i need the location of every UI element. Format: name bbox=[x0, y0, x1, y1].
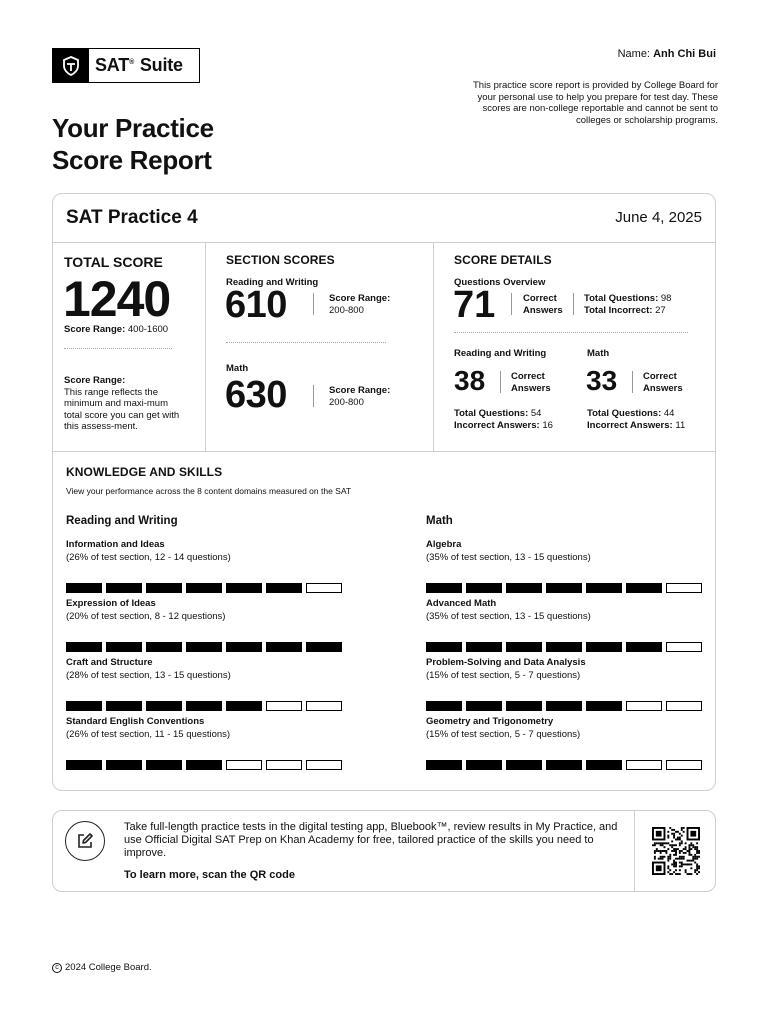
skill-name: Advanced Math bbox=[426, 598, 497, 609]
student-name: Name: Anh Chi Bui bbox=[617, 48, 716, 60]
skill-weight: (15% of test section, 5 - 7 questions) bbox=[426, 729, 581, 740]
knowledge-skills-subtitle: View your performance across the 8 content domains measured on the SAT bbox=[66, 486, 352, 496]
math-skills-title: Math bbox=[426, 515, 453, 527]
copyright: c 2024 College Board. bbox=[52, 962, 152, 973]
performance-segment bbox=[106, 701, 142, 711]
performance-segment bbox=[106, 760, 142, 770]
rw-skills-title: Reading and Writing bbox=[66, 515, 178, 527]
performance-segment bbox=[506, 642, 542, 652]
performance-segment bbox=[146, 642, 182, 652]
skill-performance-bar bbox=[66, 642, 342, 652]
performance-segment bbox=[466, 701, 502, 711]
performance-segment bbox=[426, 642, 462, 652]
math-section-score: 630 bbox=[225, 374, 287, 416]
score-range-note: Score Range: This range reflects the minimum and maxi-mum total score you can get with this assess-ment. bbox=[64, 375, 180, 432]
rw-correct-count: 38 bbox=[454, 365, 486, 396]
questions-overview-label: Questions Overview bbox=[454, 277, 546, 288]
skill-name: Expression of Ideas bbox=[66, 598, 156, 609]
skill-weight: (26% of test section, 11 - 15 questions) bbox=[66, 729, 231, 740]
performance-segment bbox=[586, 701, 622, 711]
report-header bbox=[53, 194, 715, 243]
skill-name: Problem-Solving and Data Analysis bbox=[426, 657, 586, 668]
score-report-card bbox=[52, 193, 716, 791]
skill-name: Craft and Structure bbox=[66, 657, 153, 668]
performance-segment bbox=[226, 583, 262, 593]
performance-segment bbox=[466, 583, 502, 593]
overview-correct-label: Correct Answers bbox=[523, 293, 563, 316]
performance-segment bbox=[666, 583, 702, 593]
performance-segment bbox=[426, 701, 462, 711]
logo-wordmark: SAT ® Suite bbox=[95, 55, 183, 75]
practice-info-text: Take full-length practice tests in the digital testing app, Bluebook™, review results in My Practice, and use Official Digital SAT Prep on Khan Academy for free, tailored practice of the skills you need to improve. bbox=[124, 821, 618, 859]
skill-item bbox=[66, 716, 346, 775]
skill-name: Standard English Conventions bbox=[66, 716, 205, 727]
performance-segment bbox=[66, 642, 102, 652]
skill-item bbox=[66, 539, 346, 598]
skill-item bbox=[66, 598, 346, 657]
page-title: Your Practice Score Report bbox=[52, 113, 214, 175]
performance-segment bbox=[306, 760, 342, 770]
skill-item bbox=[426, 657, 706, 716]
math-skills-column bbox=[426, 515, 706, 775]
performance-segment bbox=[546, 583, 582, 593]
performance-segment bbox=[626, 583, 662, 593]
performance-segment bbox=[66, 701, 102, 711]
rw-section-name: Reading and Writing bbox=[226, 277, 319, 288]
performance-segment bbox=[66, 583, 102, 593]
section-scores-label: SECTION SCORES bbox=[226, 253, 335, 267]
performance-segment bbox=[306, 642, 342, 652]
performance-segment bbox=[226, 701, 262, 711]
overview-correct-count: 71 bbox=[453, 284, 496, 326]
performance-segment bbox=[106, 583, 142, 593]
skill-item bbox=[426, 598, 706, 657]
performance-segment bbox=[266, 701, 302, 711]
performance-segment bbox=[186, 701, 222, 711]
rw-skills-column bbox=[66, 515, 346, 775]
skill-item bbox=[426, 716, 706, 775]
rw-correct-label: Correct Answers bbox=[511, 371, 551, 394]
total-score-label: TOTAL SCORE bbox=[64, 254, 163, 270]
performance-segment bbox=[666, 760, 702, 770]
performance-segment bbox=[626, 642, 662, 652]
sat-suite-logo bbox=[52, 48, 200, 83]
pencil-square-icon bbox=[65, 821, 105, 861]
score-details-label: SCORE DETAILS bbox=[454, 253, 552, 267]
performance-segment bbox=[186, 583, 222, 593]
performance-segment bbox=[266, 583, 302, 593]
qr-cta-text: To learn more, scan the QR code bbox=[124, 869, 295, 881]
scores-row bbox=[53, 243, 715, 452]
math-detail-name: Math bbox=[587, 348, 610, 359]
skill-name: Algebra bbox=[426, 539, 462, 550]
test-date: June 4, 2025 bbox=[615, 209, 702, 226]
performance-segment bbox=[186, 760, 222, 770]
skill-performance-bar bbox=[66, 701, 342, 711]
knowledge-skills-title: KNOWLEDGE AND SKILLS bbox=[66, 465, 223, 479]
performance-segment bbox=[666, 642, 702, 652]
copyright-icon: c bbox=[52, 963, 62, 973]
practice-info-card bbox=[52, 810, 716, 892]
math-correct-label: Correct Answers bbox=[643, 371, 683, 394]
skill-weight: (35% of test section, 13 - 15 questions) bbox=[426, 611, 591, 622]
performance-segment bbox=[466, 642, 502, 652]
skill-performance-bar bbox=[66, 760, 342, 770]
performance-segment bbox=[546, 701, 582, 711]
performance-segment bbox=[506, 701, 542, 711]
performance-segment bbox=[146, 701, 182, 711]
performance-segment bbox=[666, 701, 702, 711]
performance-segment bbox=[106, 642, 142, 652]
performance-segment bbox=[306, 583, 342, 593]
skill-weight: (15% of test section, 5 - 7 questions) bbox=[426, 670, 581, 681]
skill-item bbox=[66, 657, 346, 716]
test-name: SAT Practice 4 bbox=[66, 207, 198, 228]
math-detail-totals: Total Questions: 44 Incorrect Answers: 11 bbox=[587, 408, 686, 431]
performance-segment bbox=[586, 642, 622, 652]
math-score-range: Score Range: 200-800 bbox=[329, 385, 391, 408]
skill-name: Geometry and Trigonometry bbox=[426, 716, 554, 727]
performance-segment bbox=[306, 701, 342, 711]
total-score-range: Score Range: 400-1600 bbox=[64, 324, 169, 335]
performance-segment bbox=[146, 760, 182, 770]
acorn-shield-icon bbox=[53, 49, 89, 82]
rw-section-score: 610 bbox=[225, 284, 287, 326]
performance-segment bbox=[426, 760, 462, 770]
rw-detail-totals: Total Questions: 54 Incorrect Answers: 16 bbox=[454, 408, 553, 431]
skill-weight: (28% of test section, 13 - 15 questions) bbox=[66, 670, 231, 681]
overview-totals: Total Questions: 98 Total Incorrect: 27 bbox=[584, 293, 672, 316]
performance-segment bbox=[626, 701, 662, 711]
performance-segment bbox=[586, 583, 622, 593]
math-section-name: Math bbox=[226, 363, 249, 374]
skill-weight: (26% of test section, 12 - 14 questions) bbox=[66, 552, 231, 563]
performance-segment bbox=[266, 760, 302, 770]
rw-score-range: Score Range: 200-800 bbox=[329, 293, 391, 316]
skill-performance-bar bbox=[426, 642, 702, 652]
skill-name: Information and Ideas bbox=[66, 539, 165, 550]
total-score-value: 1240 bbox=[63, 271, 171, 327]
qr-code-icon[interactable] bbox=[652, 827, 700, 875]
performance-segment bbox=[466, 760, 502, 770]
performance-segment bbox=[226, 760, 262, 770]
performance-segment bbox=[546, 642, 582, 652]
skill-item bbox=[426, 539, 706, 598]
disclaimer-text: This practice score report is provided by College Board for your personal use to help you prepare for test day. These scores are non-college reportable and cannot be sent to colleges or scholarship programs. bbox=[472, 80, 718, 126]
skill-performance-bar bbox=[66, 583, 342, 593]
skill-weight: (35% of test section, 13 - 15 questions) bbox=[426, 552, 591, 563]
performance-segment bbox=[506, 760, 542, 770]
performance-segment bbox=[66, 760, 102, 770]
performance-segment bbox=[146, 583, 182, 593]
performance-segment bbox=[586, 760, 622, 770]
skill-performance-bar bbox=[426, 760, 702, 770]
performance-segment bbox=[426, 583, 462, 593]
performance-segment bbox=[506, 583, 542, 593]
skill-weight: (20% of test section, 8 - 12 questions) bbox=[66, 611, 226, 622]
performance-segment bbox=[186, 642, 222, 652]
skill-performance-bar bbox=[426, 583, 702, 593]
skill-performance-bar bbox=[426, 701, 702, 711]
rw-detail-name: Reading and Writing bbox=[454, 348, 547, 359]
performance-segment bbox=[626, 760, 662, 770]
performance-segment bbox=[226, 642, 262, 652]
performance-segment bbox=[266, 642, 302, 652]
performance-segment bbox=[546, 760, 582, 770]
math-correct-count: 33 bbox=[586, 365, 618, 396]
